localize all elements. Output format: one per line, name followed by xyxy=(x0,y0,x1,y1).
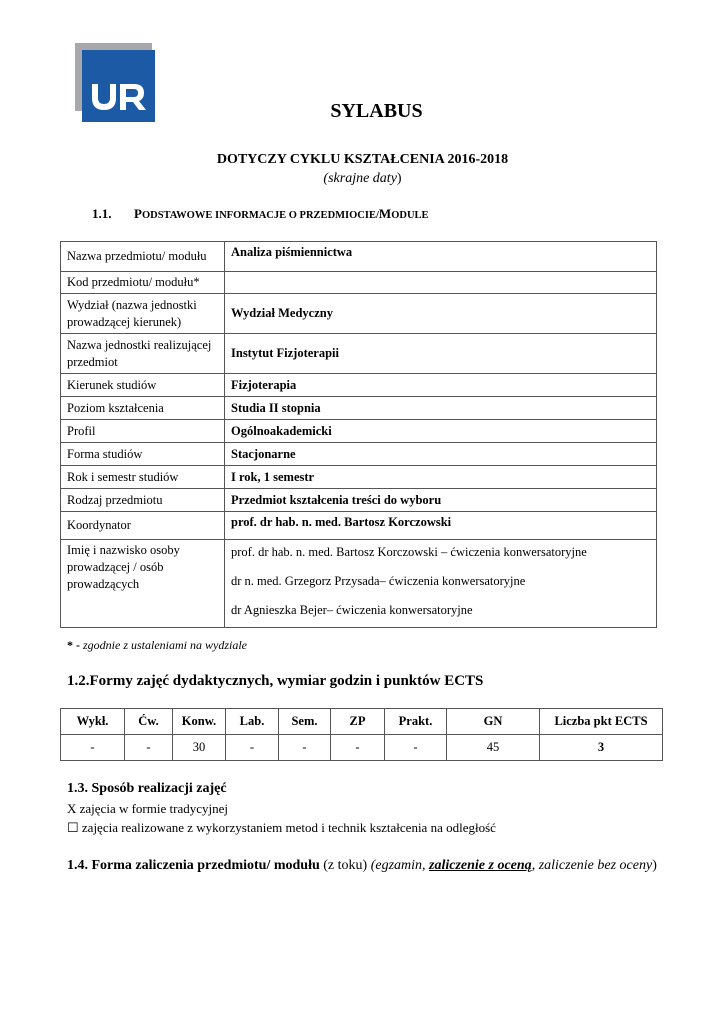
row-value: Wydział Medyczny xyxy=(225,294,657,334)
row-value: Analiza piśmiennictwa xyxy=(225,242,657,272)
row-label: Wydział (nazwa jednostki prowadzącej kierunek) xyxy=(61,294,225,334)
footnote-star: * - xyxy=(67,638,80,652)
row-label: Poziom kształcenia xyxy=(61,397,225,420)
hours-cell: - xyxy=(279,735,331,761)
hours-cell: - xyxy=(125,735,173,761)
hours-cell: - xyxy=(385,735,447,761)
cycle-subtitle-close: ) xyxy=(396,171,402,186)
assessment-close: ) xyxy=(652,858,657,873)
footnote xyxy=(67,638,247,653)
column-header: Liczba pkt ECTS xyxy=(540,709,663,735)
hours-header-row xyxy=(61,709,663,735)
title-text: SYLABUS xyxy=(330,100,423,122)
table-row xyxy=(61,242,657,272)
assessment-option-a: (egzamin, xyxy=(370,858,430,873)
row-value: Ogólnoakademicki xyxy=(225,420,657,443)
column-header: Lab. xyxy=(226,709,279,735)
row-value: Przedmiot kształcenia treści do wyboru xyxy=(225,489,657,512)
heading-rest-1: ODSTAWOWE INFORMACJE O PRZEDMIOCIE/ xyxy=(141,210,379,221)
table-row xyxy=(61,420,657,443)
row-value: Instytut Fizjoterapii xyxy=(225,334,657,374)
row-label: Koordynator xyxy=(61,512,225,540)
table-row xyxy=(61,334,657,374)
row-value: prof. dr hab. n. med. Bartosz Korczowski xyxy=(225,512,657,540)
cycle-subtitle-italic: (skrajne daty xyxy=(323,171,397,186)
teachers-list xyxy=(225,540,657,628)
hours-value-row xyxy=(61,735,663,761)
table-row xyxy=(61,272,657,294)
column-header: Konw. xyxy=(173,709,226,735)
column-header: Wykł. xyxy=(61,709,125,735)
row-label: Nazwa jednostki realizującej przedmiot xyxy=(61,334,225,374)
assessment-title: 1.4. Forma zaliczenia przedmiotu/ modułu xyxy=(67,858,320,873)
column-header: ZP xyxy=(331,709,385,735)
teacher-item: dr Agnieszka Bejer– ćwiczenia konwersatoryjne xyxy=(231,603,473,617)
course-info-table xyxy=(60,241,657,628)
column-header: Sem. xyxy=(279,709,331,735)
heading-cap-2: M xyxy=(378,206,392,221)
ects-cell: 3 xyxy=(540,735,663,761)
column-header: GN xyxy=(447,709,540,735)
assessment-selected-option: zaliczenie z oceną xyxy=(429,858,532,873)
cycle-heading: DOTYCZY CYKLU KSZTAŁCENIA 2016-2018 xyxy=(216,152,509,167)
table-row xyxy=(61,294,657,334)
heading-cap-1: P xyxy=(134,206,142,221)
column-header: Prakt. xyxy=(385,709,447,735)
section-number: 1.1. xyxy=(92,206,112,221)
row-value: Fizjoterapia xyxy=(225,374,657,397)
assessment-paren: (z toku) xyxy=(319,858,371,873)
hours-cell: - xyxy=(226,735,279,761)
assessment-option-b: , zaliczenie bez oceny xyxy=(531,858,653,873)
hours-cell: 45 xyxy=(447,735,540,761)
table-row-teachers xyxy=(61,540,657,628)
section-1-4-heading xyxy=(67,856,657,876)
hours-cell: - xyxy=(61,735,125,761)
footnote-text: zgodnie z ustaleniami na wydziale xyxy=(80,638,247,652)
table-row xyxy=(61,397,657,420)
row-label: Forma studiów xyxy=(61,443,225,466)
table-row xyxy=(61,374,657,397)
section-1-2-heading: 1.2.Formy zajęć dydaktycznych, wymiar godzin i punktów ECTS xyxy=(67,673,484,689)
section-1-1-heading xyxy=(92,206,429,222)
table-row xyxy=(61,512,657,540)
hours-cell: 30 xyxy=(173,735,226,761)
delivery-option-traditional: X zajęcia w formie tradycyjnej xyxy=(67,801,228,816)
table-row xyxy=(61,466,657,489)
teachers-label: Imię i nazwisko osoby prowadzącej / osób prowadzących xyxy=(61,540,225,628)
delivery-option-remote: ☐ zajęcia realizowane z wykorzystaniem metod i technik kształcenia na odległość xyxy=(67,820,496,835)
row-label: Nazwa przedmiotu/ modułu xyxy=(61,242,225,272)
row-label: Rodzaj przedmiotu xyxy=(61,489,225,512)
row-label: Kierunek studiów xyxy=(61,374,225,397)
document-title xyxy=(0,100,725,123)
row-label: Kod przedmiotu/ modułu* xyxy=(61,272,225,294)
row-label: Rok i semestr studiów xyxy=(61,466,225,489)
section-1-3-heading: 1.3. Sposób realizacji zajęć xyxy=(67,781,227,796)
hours-cell: - xyxy=(331,735,385,761)
row-value: I rok, 1 semestr xyxy=(225,466,657,489)
row-label: Profil xyxy=(61,420,225,443)
cycle-subtitle xyxy=(0,171,725,187)
column-header: Ćw. xyxy=(125,709,173,735)
heading-rest-2: ODULE xyxy=(391,210,429,221)
teacher-item: prof. dr hab. n. med. Bartosz Korczowski – ćwiczenia konwersatoryjne xyxy=(231,545,587,559)
row-value: Studia II stopnia xyxy=(225,397,657,420)
hours-table xyxy=(60,708,663,761)
teacher-item: dr n. med. Grzegorz Przysada– ćwiczenia konwersatoryjne xyxy=(231,574,526,588)
table-row xyxy=(61,443,657,466)
row-value: Stacjonarne xyxy=(225,443,657,466)
table-row xyxy=(61,489,657,512)
row-value xyxy=(225,272,657,294)
